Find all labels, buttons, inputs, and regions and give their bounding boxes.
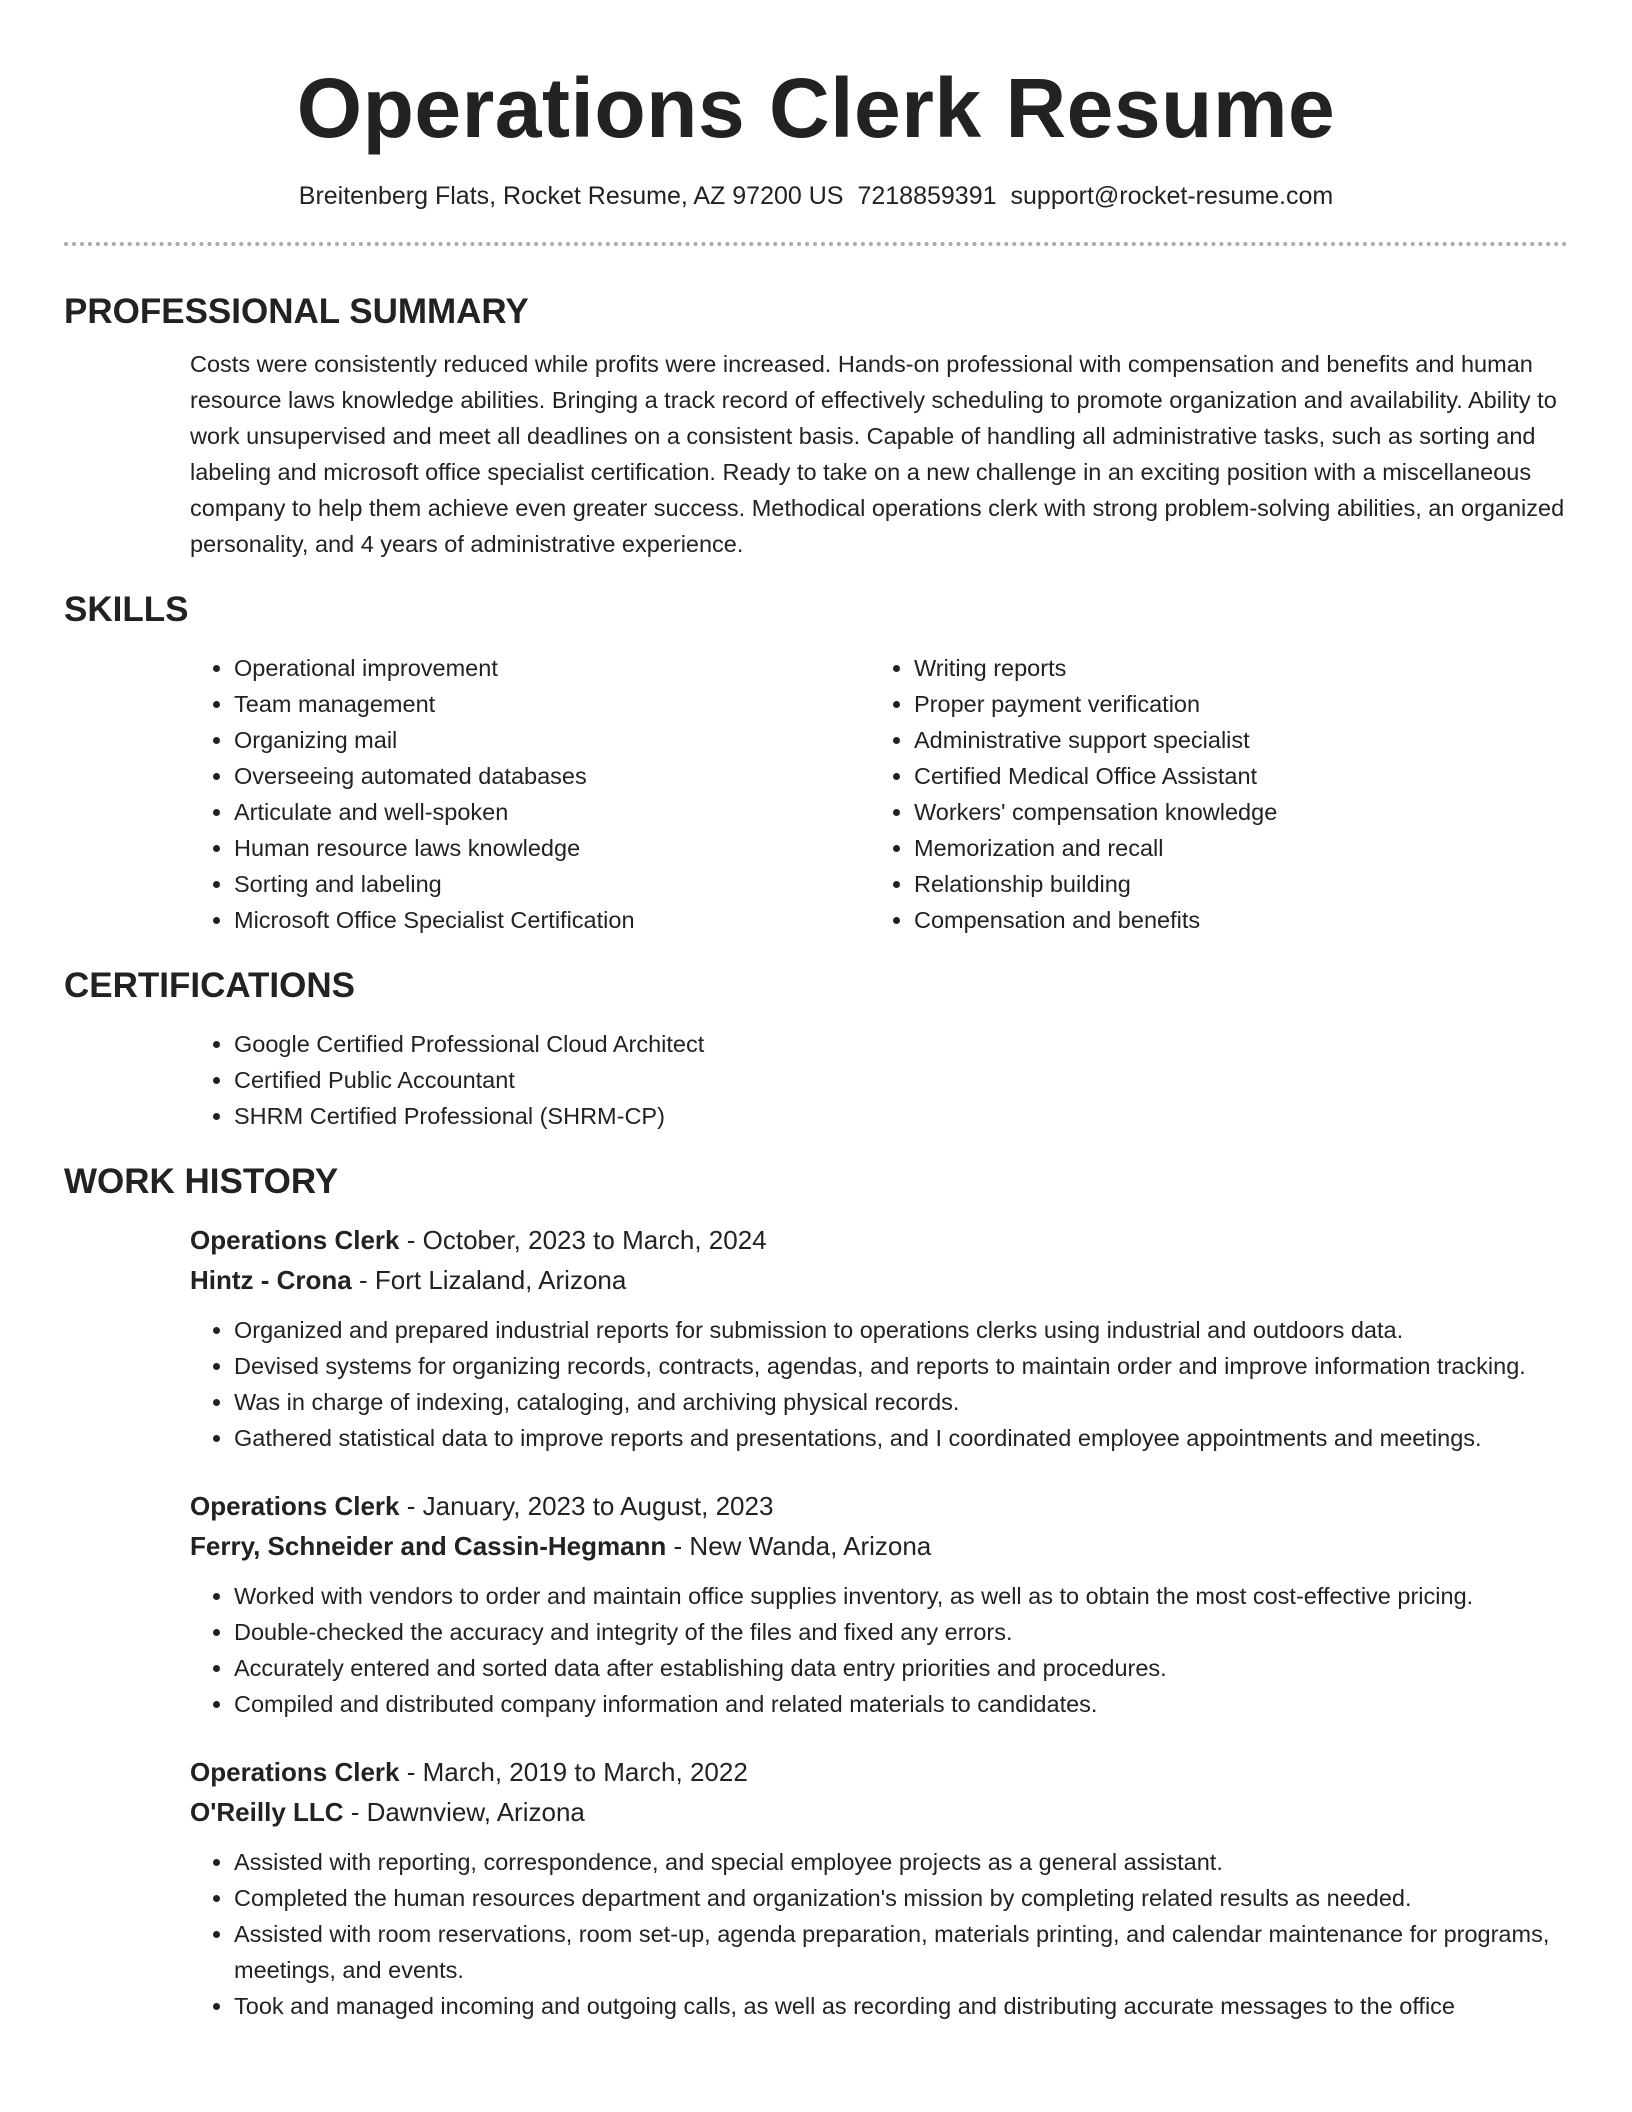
job-title: Operations Clerk — [190, 1225, 400, 1255]
job-entry — [190, 1220, 1568, 1456]
skill-item: • Certified Medical Office Assistant — [914, 758, 1550, 794]
job-duty: • Devised systems for organizing records, contracts, agendas, and reports to maintain order and improve information tracking. — [234, 1348, 1568, 1384]
job-title: Operations Clerk — [190, 1757, 400, 1787]
skills-list-right — [870, 650, 1550, 938]
certifications-list — [190, 1026, 1568, 1134]
job-duty: • Took and managed incoming and outgoing calls, as well as recording and distributing accurate messages to the office — [234, 1988, 1568, 2024]
skill-item: • Organizing mail — [234, 722, 870, 758]
job-company: O'Reilly LLC — [190, 1797, 344, 1827]
certifications-section — [64, 964, 1568, 1134]
skill-item: • Sorting and labeling — [234, 866, 870, 902]
job-duties-list — [190, 1844, 1568, 2024]
skill-item: • Human resource laws knowledge — [234, 830, 870, 866]
job-title-line — [190, 1486, 1568, 1526]
job-dates: - March, 2019 to March, 2022 — [399, 1757, 748, 1787]
skill-item: • Administrative support specialist — [914, 722, 1550, 758]
job-duties-list — [190, 1578, 1568, 1722]
job-duty: • Compiled and distributed company information and related materials to candidates. — [234, 1686, 1568, 1722]
job-duty: • Assisted with room reservations, room set-up, agenda preparation, materials printing, and calendar maintenance for programs, meetings, and events. — [234, 1916, 1568, 1988]
skill-item: • Microsoft Office Specialist Certification — [234, 902, 870, 938]
job-entry — [190, 1486, 1568, 1722]
skills-list-left — [190, 650, 870, 938]
certification-item: • Certified Public Accountant — [234, 1062, 1568, 1098]
summary-text: Costs were consistently reduced while profits were increased. Hands-on professional with compensation and benefits and human resource laws knowledge abilities. Bringing a track record of effectively scheduling to promote organization and availability. Ability to work unsupervised and meet all deadlines on a consistent basis. Capable of handling all administrative tasks, such as sorting and labeling and microsoft office specialist certification. Ready to take on a new challenge in an exciting position with a miscellaneous company to help them achieve even greater success. Methodical operations clerk with strong problem-solving abilities, an organized personality, and 4 years of administrative experience. — [190, 351, 1565, 557]
skill-item: • Workers' compensation knowledge — [914, 794, 1550, 830]
summary-heading: PROFESSIONAL SUMMARY — [64, 292, 529, 331]
job-title: Operations Clerk — [190, 1491, 400, 1521]
certifications-heading: CERTIFICATIONS — [64, 966, 356, 1005]
job-location: - New Wanda, Arizona — [666, 1531, 932, 1561]
job-title-line — [190, 1220, 1568, 1260]
job-duty: • Accurately entered and sorted data after establishing data entry priorities and procedures. — [234, 1650, 1568, 1686]
job-duty: • Double-checked the accuracy and integrity of the files and fixed any errors. — [234, 1614, 1568, 1650]
job-title-line — [190, 1752, 1568, 1792]
job-company: Ferry, Schneider and Cassin-Hegmann — [190, 1531, 667, 1561]
certification-item: • Google Certified Professional Cloud Architect — [234, 1026, 1568, 1062]
skill-item: • Overseeing automated databases — [234, 758, 870, 794]
contact-info — [64, 180, 1568, 212]
skill-item: • Writing reports — [914, 650, 1550, 686]
job-duty: • Assisted with reporting, correspondence, and special employee projects as a general assistant. — [234, 1844, 1568, 1880]
skill-item: • Memorization and recall — [914, 830, 1550, 866]
job-duty: • Gathered statistical data to improve reports and presentations, and I coordinated employee appointments and meetings. — [234, 1420, 1568, 1456]
job-dates: - January, 2023 to August, 2023 — [399, 1491, 774, 1521]
resume-title: Operations Clerk Resume — [296, 61, 1336, 155]
resume-page — [64, 0, 1568, 2024]
job-company-line — [190, 1260, 1568, 1300]
work-history-heading: WORK HISTORY — [64, 1162, 339, 1201]
summary-section — [64, 290, 1568, 562]
contact-address: Breitenberg Flats, Rocket Resume, AZ 97200 US — [298, 182, 844, 210]
job-duty: • Organized and prepared industrial reports for submission to operations clerks using industrial and outdoors data. — [234, 1312, 1568, 1348]
job-company-line — [190, 1792, 1568, 1832]
header-divider — [64, 242, 1568, 246]
skill-item: • Team management — [234, 686, 870, 722]
work-history-section — [64, 1160, 1568, 2024]
skills-grid — [190, 650, 1568, 938]
job-duties-list — [190, 1312, 1568, 1456]
job-entry — [190, 1752, 1568, 2024]
skill-item: • Compensation and benefits — [914, 902, 1550, 938]
skill-item: • Relationship building — [914, 866, 1550, 902]
contact-email[interactable]: support@rocket-resume.com — [1010, 182, 1334, 210]
job-duty: • Was in charge of indexing, cataloging, and archiving physical records. — [234, 1384, 1568, 1420]
job-dates: - October, 2023 to March, 2024 — [399, 1225, 767, 1255]
job-location: - Dawnview, Arizona — [343, 1797, 585, 1827]
job-location: - Fort Lizaland, Arizona — [351, 1265, 627, 1295]
certification-item: • SHRM Certified Professional (SHRM-CP) — [234, 1098, 1568, 1134]
skill-item: • Operational improvement — [234, 650, 870, 686]
job-company-line — [190, 1526, 1568, 1566]
contact-phone: 7218859391 — [857, 182, 997, 210]
skills-section — [64, 588, 1568, 938]
skills-heading: SKILLS — [64, 590, 189, 629]
job-duty: • Completed the human resources department and organization's mission by completing related results as needed. — [234, 1880, 1568, 1916]
skill-item: • Articulate and well-spoken — [234, 794, 870, 830]
job-duty: • Worked with vendors to order and maintain office supplies inventory, as well as to obtain the most cost-effective pricing. — [234, 1578, 1568, 1614]
skill-item: • Proper payment verification — [914, 686, 1550, 722]
job-company: Hintz - Crona — [190, 1265, 352, 1295]
